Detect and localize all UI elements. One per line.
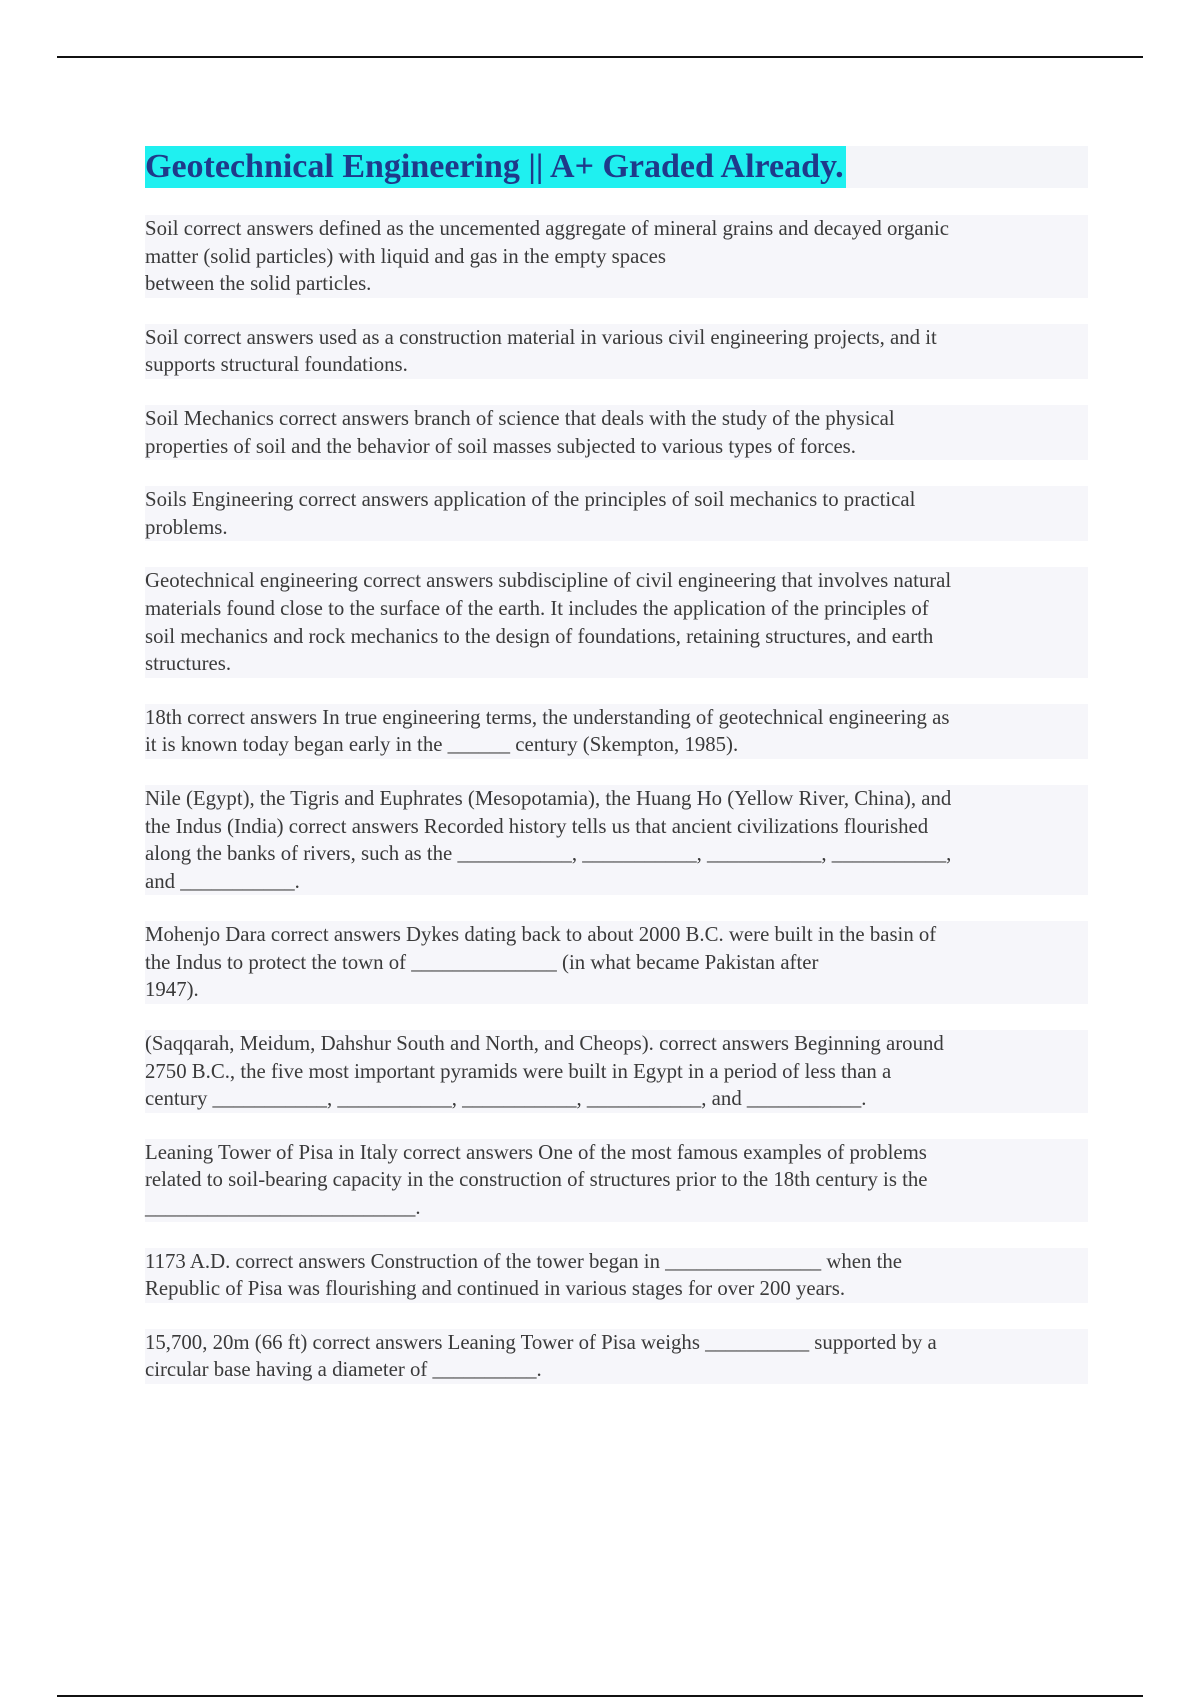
- entry-text-line: related to soil-bearing capacity in the construction of structures prior to the 18th century is the: [145, 1168, 928, 1192]
- title-bar: [145, 146, 1088, 188]
- entry-text-line: Leaning Tower of Pisa in Italy correct answers One of the most famous examples of problems: [145, 1140, 927, 1164]
- entry-text-line: Geotechnical engineering correct answers subdiscipline of civil engineering that involves natural: [145, 569, 952, 593]
- entry-text-line: (Saqqarah, Meidum, Dahshur South and North, and Cheops). correct answers Beginning around: [145, 1032, 944, 1056]
- entry-text-line: supports structural foundations.: [145, 353, 408, 377]
- entry-text-line: the Indus (India) correct answers Recorded history tells us that ancient civilizations flourished: [145, 814, 929, 838]
- entry-text-line: 15,700, 20m (66 ft) correct answers Leaning Tower of Pisa weighs __________ supported by a: [145, 1330, 937, 1354]
- entry-text-line: Mohenjo Dara correct answers Dykes dating back to about 2000 B.C. were built in the basin of: [145, 923, 937, 947]
- entry-text-line: Nile (Egypt), the Tigris and Euphrates (Mesopotamia), the Huang Ho (Yellow River, China), and: [145, 786, 952, 810]
- flashcard-entry: [145, 921, 1088, 1004]
- flashcard-entry: [145, 1329, 1088, 1384]
- entry-text-line: 1173 A.D. correct answers Construction of the tower began in _______________ when the: [145, 1249, 903, 1273]
- flashcard-entry: [145, 704, 1088, 759]
- entry-text-line: 1947).: [145, 978, 199, 1002]
- flashcard-entry: [145, 1030, 1088, 1113]
- footer-rule: [57, 1695, 1143, 1697]
- entry-list: [145, 215, 1088, 1384]
- entry-text-line: Republic of Pisa was flourishing and continued in various stages for over 200 years.: [145, 1277, 846, 1301]
- entry-text-line: century ___________, ___________, ___________, ___________, and ___________.: [145, 1087, 867, 1111]
- entry-text-line: 2750 B.C., the five most important pyramids were built in Egypt in a period of less than a: [145, 1059, 892, 1083]
- entry-text-line: matter (solid particles) with liquid and gas in the empty spaces: [145, 244, 666, 268]
- entry-text-line: Soil correct answers used as a construction material in various civil engineering projects, and it: [145, 325, 937, 349]
- flashcard-entry: [145, 1139, 1088, 1222]
- entry-text-line: properties of soil and the behavior of soil masses subjected to various types of forces.: [145, 434, 856, 458]
- entry-text-line: Soil Mechanics correct answers branch of science that deals with the study of the physical: [145, 406, 895, 430]
- entry-text-line: soil mechanics and rock mechanics to the design of foundations, retaining structures, and earth: [145, 624, 934, 648]
- flashcard-entry: [145, 486, 1088, 541]
- flashcard-entry: [145, 785, 1088, 895]
- entry-text-line: Soils Engineering correct answers application of the principles of soil mechanics to practical: [145, 488, 916, 512]
- flashcard-entry: [145, 567, 1088, 677]
- entry-text-line: and ___________.: [145, 869, 300, 893]
- entry-text-line: it is known today began early in the ______ century (Skempton, 1985).: [145, 733, 739, 757]
- entry-text-line: materials found close to the surface of the earth. It includes the application of the principles of: [145, 596, 929, 620]
- document-body: [145, 146, 1088, 1410]
- entry-text-line: structures.: [145, 652, 232, 676]
- entry-text-line: Soil correct answers defined as the uncemented aggregate of mineral grains and decayed organic: [145, 217, 950, 240]
- flashcard-entry: [145, 1248, 1088, 1303]
- header-rule: [57, 56, 1143, 58]
- entry-text-line: 18th correct answers In true engineering terms, the understanding of geotechnical engineering as: [145, 705, 950, 729]
- flashcard-entry: [145, 324, 1088, 379]
- entry-text-line: between the solid particles.: [145, 272, 372, 296]
- flashcard-entry: [145, 215, 1088, 298]
- entry-text-line: along the banks of rivers, such as the ___________, ___________, ___________, ___________,: [145, 842, 952, 866]
- entry-text-line: problems.: [145, 515, 228, 539]
- entry-text-line: the Indus to protect the town of ______________ (in what became Pakistan after: [145, 950, 819, 974]
- entry-text-line: circular base having a diameter of __________.: [145, 1358, 542, 1382]
- entry-text-line: __________________________.: [145, 1196, 421, 1220]
- document-title: Geotechnical Engineering || A+ Graded Already.: [145, 146, 846, 188]
- flashcard-entry: [145, 405, 1088, 460]
